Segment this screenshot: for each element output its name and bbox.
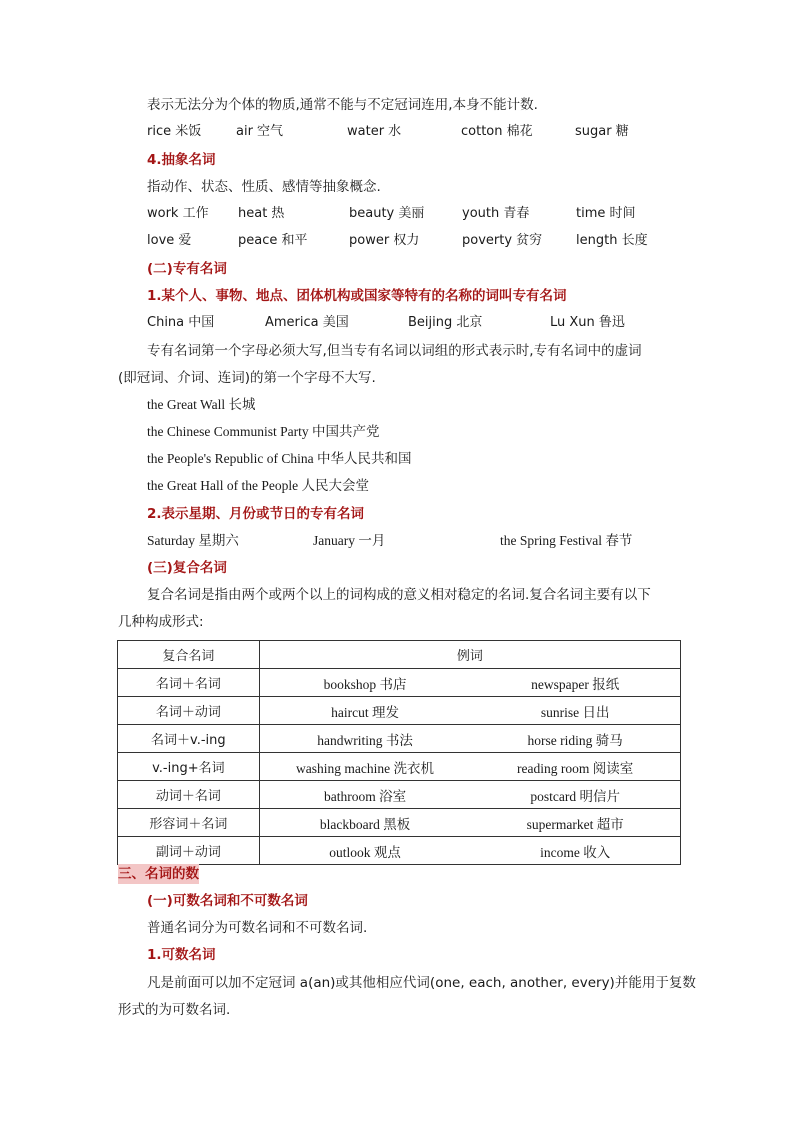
compound-desc-line-2: 几种构成形式: bbox=[118, 614, 204, 630]
table-header-cell: 复合名词 bbox=[118, 641, 260, 669]
table-cell: bathroom 浴室 bbox=[259, 781, 470, 809]
table-row bbox=[118, 697, 681, 725]
example-peace: peace 和平 bbox=[238, 233, 308, 248]
table-cell: 名词＋v.-ing bbox=[118, 725, 260, 753]
example-poverty: poverty 贫穷 bbox=[462, 233, 543, 248]
table-cell: income 收入 bbox=[470, 837, 680, 865]
table-header-cell: 例词 bbox=[259, 641, 680, 669]
example-air: air 空气 bbox=[236, 124, 284, 139]
table-cell: horse riding 骑马 bbox=[470, 725, 680, 753]
table-cell: supermarket 超市 bbox=[470, 809, 680, 837]
example-sugar: sugar 糖 bbox=[575, 124, 629, 139]
example-time: time 时间 bbox=[576, 206, 636, 221]
section-3-heading: 三、名词的数 bbox=[118, 866, 199, 882]
table-cell: 名词＋名词 bbox=[118, 669, 260, 697]
compound-noun-table bbox=[117, 640, 681, 865]
example-heat: heat 热 bbox=[238, 206, 285, 221]
table-cell: bookshop 书店 bbox=[259, 669, 470, 697]
example-luxun: Lu Xun 鲁迅 bbox=[550, 315, 625, 330]
example-work: work 工作 bbox=[147, 206, 209, 221]
example-water: water 水 bbox=[347, 124, 402, 139]
table-row bbox=[118, 809, 681, 837]
table-row bbox=[118, 837, 681, 865]
proper-rule-line-2: (即冠词、介词、连词)的第一个字母不大写. bbox=[118, 370, 376, 386]
table-cell: newspaper 报纸 bbox=[470, 669, 680, 697]
countable-line-1: 凡是前面可以加不定冠词 a(an)或其他相应代词(one, each, another, every)并能用于复数 bbox=[147, 975, 696, 991]
phrase-peoples-republic: the People's Republic of China 中华人民共和国 bbox=[147, 451, 412, 466]
abstract-row-1 bbox=[147, 204, 687, 224]
example-length: length 长度 bbox=[576, 233, 648, 248]
material-examples-row bbox=[147, 122, 687, 142]
proper-heading: (二)专有名词 bbox=[147, 261, 227, 277]
abstract-heading: 4.抽象名词 bbox=[147, 152, 216, 168]
countable-desc: 普通名词分为可数名词和不可数名词. bbox=[147, 920, 368, 936]
phrase-communist-party: the Chinese Communist Party 中国共产党 bbox=[147, 424, 380, 439]
compound-desc-line-1: 复合名词是指由两个或两个以上的词构成的意义相对稳定的名词.复合名词主要有以下 bbox=[147, 587, 651, 603]
table-cell: handwriting 书法 bbox=[259, 725, 470, 753]
proper-rule-line-1: 专有名词第一个字母必须大写,但当专有名词以词组的形式表示时,专有名词中的虚词 bbox=[147, 343, 642, 359]
example-spring-festival: the Spring Festival 春节 bbox=[500, 533, 633, 548]
proper-examples-row bbox=[147, 313, 687, 333]
example-youth: youth 青春 bbox=[462, 206, 530, 221]
phrase-great-hall: the Great Hall of the People 人民大会堂 bbox=[147, 478, 369, 493]
example-saturday: Saturday 星期六 bbox=[147, 533, 239, 548]
table-cell: haircut 理发 bbox=[259, 697, 470, 725]
table-cell: washing machine 洗衣机 bbox=[259, 753, 470, 781]
abstract-desc: 指动作、状态、性质、感情等抽象概念. bbox=[147, 179, 381, 195]
example-america: America 美国 bbox=[265, 315, 349, 330]
abstract-row-2 bbox=[147, 231, 687, 251]
intro-line: 表示无法分为个体的物质,通常不能与不定冠词连用,本身不能计数. bbox=[147, 97, 538, 113]
table-row bbox=[118, 669, 681, 697]
example-rice: rice 米饭 bbox=[147, 124, 202, 139]
table-cell: sunrise 日出 bbox=[470, 697, 680, 725]
table-cell: v.-ing+名词 bbox=[118, 753, 260, 781]
proper-sub-heading-2: 2.表示星期、月份或节日的专有名词 bbox=[147, 506, 365, 522]
example-love: love 爱 bbox=[147, 233, 192, 248]
table-cell: reading room 阅读室 bbox=[470, 753, 680, 781]
example-january: January 一月 bbox=[313, 533, 386, 548]
table-row bbox=[118, 725, 681, 753]
table-cell: postcard 明信片 bbox=[470, 781, 680, 809]
table-cell: 形容词＋名词 bbox=[118, 809, 260, 837]
example-beauty: beauty 美丽 bbox=[349, 206, 425, 221]
example-beijing: Beijing 北京 bbox=[408, 315, 483, 330]
table-row bbox=[118, 781, 681, 809]
proper-sub-heading-1: 1.某个人、事物、地点、团体机构或国家等特有的名称的词叫专有名词 bbox=[147, 288, 567, 304]
table-cell: 副词＋动词 bbox=[118, 837, 260, 865]
countable-line-2: 形式的为可数名词. bbox=[118, 1002, 231, 1018]
countable-sub-heading: 1.可数名词 bbox=[147, 947, 216, 963]
countable-heading: (一)可数名词和不可数名词 bbox=[147, 893, 308, 909]
phrase-great-wall: the Great Wall 长城 bbox=[147, 397, 256, 412]
table-cell: 名词＋动词 bbox=[118, 697, 260, 725]
example-cotton: cotton 棉花 bbox=[461, 124, 533, 139]
example-china: China 中国 bbox=[147, 315, 215, 330]
compound-heading: (三)复合名词 bbox=[147, 560, 227, 576]
table-header-row bbox=[118, 641, 681, 669]
time-examples-row bbox=[147, 531, 687, 551]
example-power: power 权力 bbox=[349, 233, 420, 248]
table-cell: 动词＋名词 bbox=[118, 781, 260, 809]
table-cell: blackboard 黑板 bbox=[259, 809, 470, 837]
table-cell: outlook 观点 bbox=[259, 837, 470, 865]
table-row bbox=[118, 753, 681, 781]
